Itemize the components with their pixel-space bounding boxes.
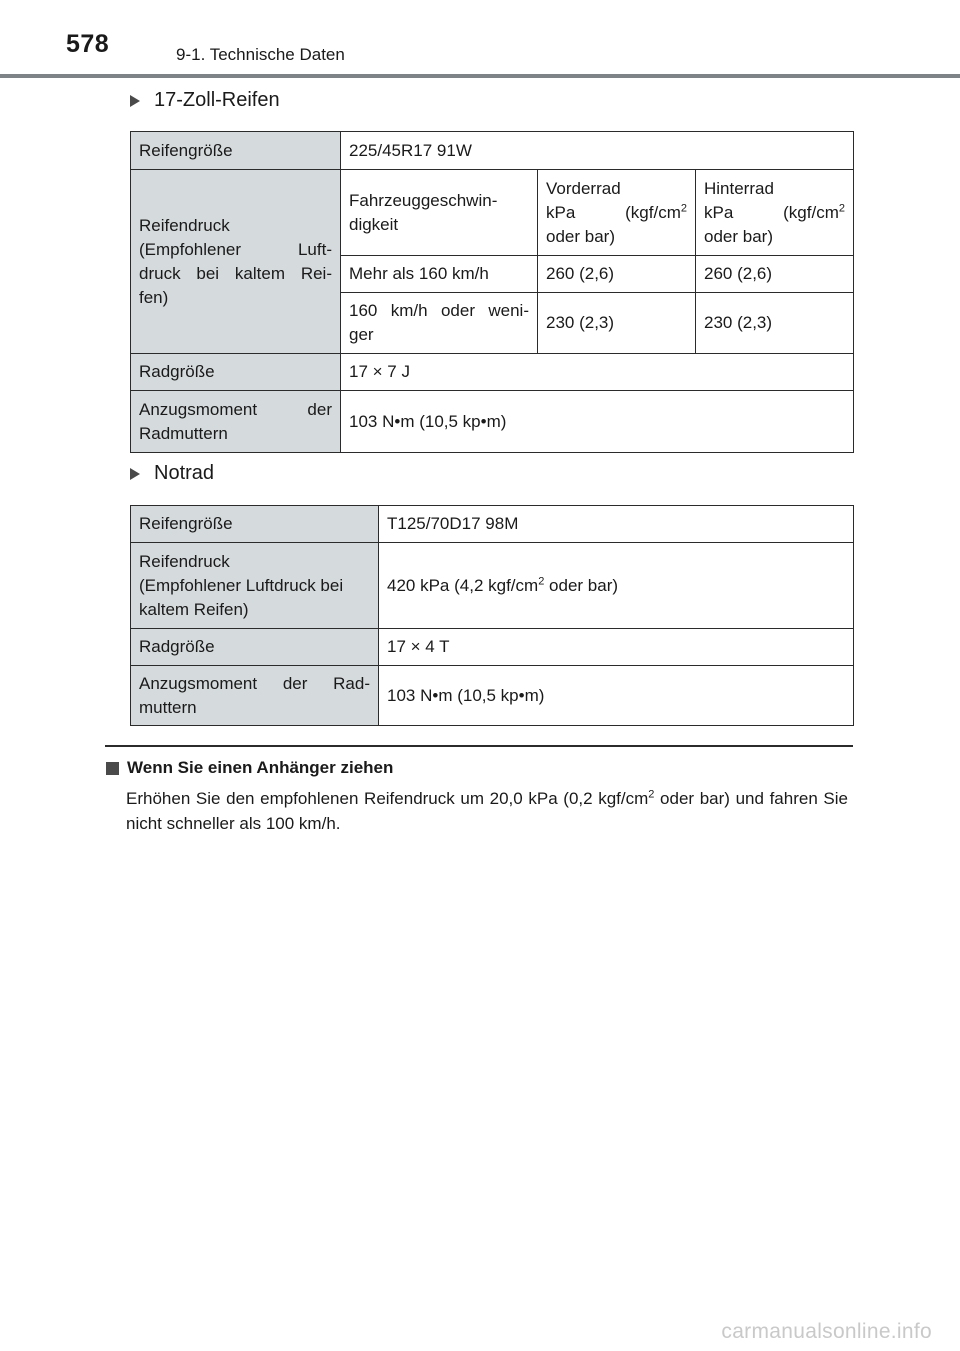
spare-tire-size-label: Reifengröße xyxy=(131,506,379,543)
wheel-size-value: 17 × 7 J xyxy=(341,354,854,391)
note-body: Erhöhen Sie den empfohlenen Reifendruck um 20,0 kPa (0,2 kgf/$cm^2$ oder bar) und fahren Sie nicht schneller als 100 km/h. xyxy=(126,788,848,833)
rear-row2: 230 (2,3) xyxy=(696,293,854,354)
front-row1: 260 (2,6) xyxy=(538,256,696,293)
tire-size-value: 225/45R17 91W xyxy=(341,132,854,170)
watermark: carmanualsonline.info xyxy=(721,1320,932,1343)
rear-wheel-header: Hinterrad kPa ($kgf/cm^2$ oder bar) xyxy=(696,170,854,256)
front-row2: 230 (2,3) xyxy=(538,293,696,354)
tire-spec-table-spare xyxy=(130,505,854,726)
subheading-spare xyxy=(128,462,214,485)
rear-row1: 260 (2,6) xyxy=(696,256,854,293)
torque-label: Anzugsmoment der Radmuttern xyxy=(131,391,341,453)
spare-torque-value: 103 N•m (10,5 kp•m) xyxy=(379,666,854,726)
torque-value: 103 N•m (10,5 kp•m) xyxy=(341,391,854,453)
spare-wheel-size-value: 17 × 4 T xyxy=(379,629,854,666)
front-wheel-header: Vorderrad kPa ($kgf/cm^2$ oder bar) xyxy=(538,170,696,256)
note-title xyxy=(106,758,393,778)
tire-size-label: Reifengröße xyxy=(131,132,341,170)
pressure-label: Reifendruck (Empfohlener Luft- druck bei kaltem Rei- fen) xyxy=(131,170,341,354)
spare-torque-label: Anzugsmoment der Rad- muttern xyxy=(131,666,379,726)
note-title-text: Wenn Sie einen Anhänger ziehen xyxy=(127,758,394,777)
speed-row2: 160 km/h oder weni- ger xyxy=(341,293,538,354)
wheel-size-label: Radgröße xyxy=(131,354,341,391)
spare-pressure-value: 420 kPa (4,2 kgf/$cm^2$ oder bar) xyxy=(379,543,854,629)
subheading-label: 17-Zoll-Reifen xyxy=(154,89,280,111)
speed-row1: Mehr als 160 km/h xyxy=(341,256,538,293)
spare-tire-size-value: T125/70D17 98M xyxy=(379,506,854,543)
tire-spec-table-17 xyxy=(130,131,854,453)
spare-wheel-size-label: Radgröße xyxy=(131,629,379,666)
speed-header: Fahrzeuggeschwin- digkeit xyxy=(341,170,538,256)
subheading-label: Notrad xyxy=(154,462,215,484)
square-bullet-icon xyxy=(106,762,119,775)
triangle-bullet-icon xyxy=(130,468,140,480)
section-divider xyxy=(105,745,853,747)
page-number: 578 xyxy=(66,30,110,58)
triangle-bullet-icon xyxy=(130,95,140,107)
subheading-17-inch xyxy=(128,89,280,112)
spare-pressure-label: Reifendruck (Empfohlener Luftdruck bei kaltem Reifen) xyxy=(131,543,379,629)
section-title: 9-1. Technische Daten xyxy=(176,45,345,64)
header-rule xyxy=(0,74,960,78)
